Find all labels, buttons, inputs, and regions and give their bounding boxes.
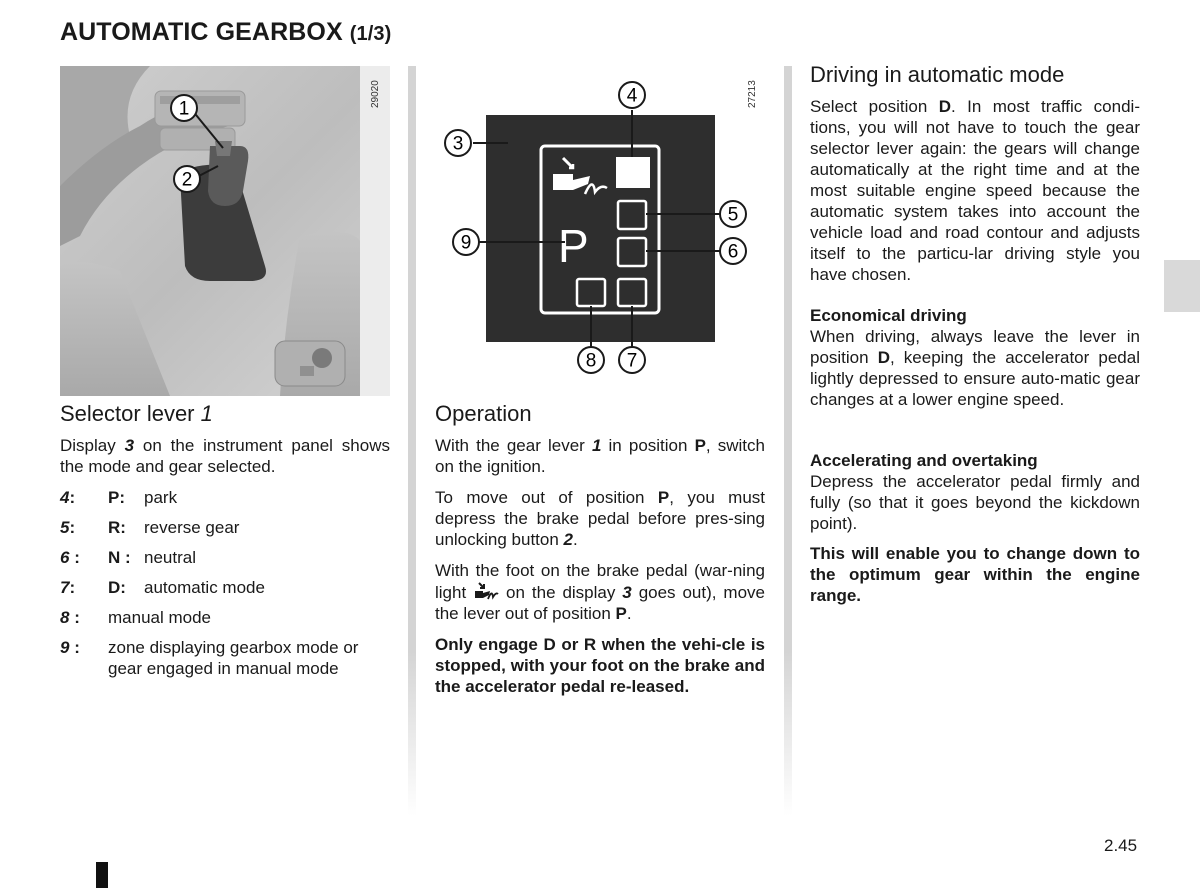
svg-text:5: 5 bbox=[727, 204, 739, 226]
display-panel bbox=[486, 115, 715, 342]
foot-brake-warning-icon bbox=[473, 581, 499, 601]
operation-warning: Only engage D or R when the vehi-cle is stopped, with your foot on the brake and the accelerator pedal re-leased. bbox=[435, 635, 765, 696]
economical-driving-heading: Economical driving bbox=[810, 306, 967, 325]
page-title: AUTOMATIC GEARBOX (1/3) bbox=[60, 18, 392, 46]
list-item: 6 : N : neutral bbox=[60, 548, 196, 567]
gear-positions-list bbox=[60, 487, 390, 679]
svg-text:8: 8 bbox=[585, 350, 597, 372]
gear-letter: P bbox=[558, 220, 589, 272]
svg-text:7: 7 bbox=[626, 350, 638, 372]
svg-text:2: 2 bbox=[181, 169, 193, 191]
chapter-tab bbox=[1164, 260, 1200, 312]
instrument-display-diagram bbox=[435, 66, 765, 396]
list-item: 4: P: park bbox=[60, 488, 178, 507]
callout-7 bbox=[617, 345, 647, 375]
driving-para: Select position D. In most traffic condi-tions, you will not have to touch the gear selector lever again: the gears will change automatically at the right time and at the most suitable engine speed because the automatic system takes into account the vehicle load and road contour and adjusts itself to the particu-lar driving style you have chosen. bbox=[810, 97, 1140, 284]
operation-para-3: With the foot on the brake pedal (war-ning light on the display 3 goes out), move the lever out of position P. bbox=[435, 561, 765, 623]
image-code: 29020 bbox=[370, 80, 381, 108]
economical-driving-text: When driving, always leave the lever in position D, keeping the accelerator pedal lightly depressed to ensure auto-matic gear changes at a lower engine speed. bbox=[810, 327, 1140, 409]
svg-text:3: 3 bbox=[452, 133, 464, 155]
accelerating-text: Depress the accelerator pedal firmly and fully (so that it goes beyond the kickdown point). bbox=[810, 472, 1140, 533]
list-item: 5: R: reverse gear bbox=[60, 518, 240, 537]
callout-4 bbox=[617, 80, 647, 110]
kickdown-note: This will enable you to change down to the optimum gear within the engine range. bbox=[810, 544, 1140, 605]
heading-ref: 1 bbox=[200, 401, 213, 426]
selector-intro: Display 3 on the instrument panel shows the mode and gear selected. bbox=[60, 436, 390, 476]
callout-9 bbox=[451, 227, 481, 257]
callout-1 bbox=[169, 93, 199, 123]
svg-text:4: 4 bbox=[626, 85, 638, 107]
callout-2 bbox=[172, 164, 202, 194]
column-divider bbox=[408, 66, 416, 816]
callout-8 bbox=[576, 345, 606, 375]
svg-text:6: 6 bbox=[727, 241, 739, 263]
svg-text:1: 1 bbox=[178, 98, 190, 120]
image-code: 27213 bbox=[747, 80, 758, 108]
mode-indicator-square bbox=[616, 157, 650, 188]
column-divider bbox=[784, 66, 792, 816]
list-item: 8 : manual mode bbox=[60, 608, 212, 627]
accelerating-heading: Accelerating and overtaking bbox=[810, 451, 1038, 470]
selector-lever-heading: Selector lever 1 bbox=[60, 401, 213, 426]
operation-para-2: To move out of position P, you must depress the brake pedal before pres-sing unlocking button 2. bbox=[435, 488, 766, 549]
callout-6 bbox=[718, 236, 748, 266]
operation-heading: Operation bbox=[435, 401, 532, 426]
gear-lever-photo bbox=[60, 66, 390, 396]
page-title-part: (1/3) bbox=[349, 23, 392, 45]
callout-5 bbox=[718, 199, 748, 229]
page-number: 2.45 bbox=[1104, 836, 1138, 855]
driving-automatic-heading: Driving in automatic mode bbox=[810, 62, 1065, 87]
list-item: 7: D: automatic mode bbox=[60, 578, 265, 597]
svg-text:9: 9 bbox=[460, 232, 472, 254]
operation-para-1: With the gear lever 1 in position P, switch on the ignition. bbox=[435, 436, 765, 476]
callout-3 bbox=[443, 128, 473, 158]
crop-mark bbox=[96, 862, 108, 888]
list-item: 9 : zone displaying gearbox mode or gear engaged in manual mode bbox=[60, 638, 359, 678]
